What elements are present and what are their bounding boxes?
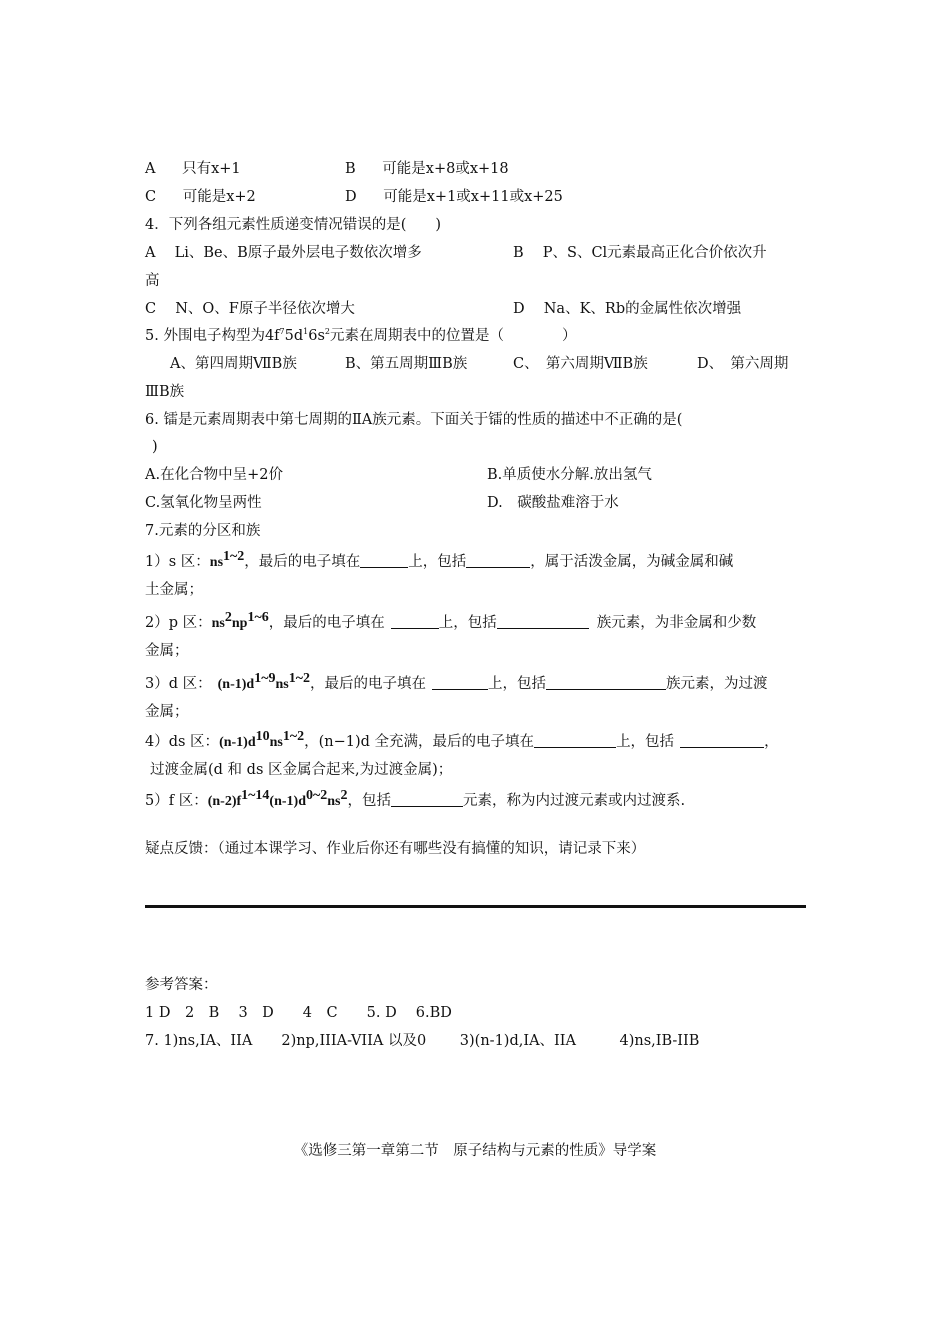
q7-ds-block: 4）ds 区：$(n-1)d^{10}ns^{1\sim 2}$，(n−1)d 全充满，最后的电子填在 上，包括 ， bbox=[145, 729, 779, 750]
q7-d-block: 3）d 区： $(n-1)d^{1\sim 9}ns^{1\sim 2}$，最后的电子填在 上，包括 族元素，为过渡 bbox=[145, 671, 768, 692]
q4-option-c: C N、O、F原子半径依次增大 bbox=[145, 301, 355, 317]
feedback-prompt: 疑点反馈：（通过本课学习、作业后你还有哪些没有搞懂的知识，请记录下来） bbox=[145, 841, 646, 857]
q5-option-d-cont: ⅢB族 bbox=[145, 384, 185, 400]
q6-option-a: A.在化合物中呈+2价 bbox=[145, 467, 283, 483]
p-block-blank-2[interactable] bbox=[497, 614, 589, 629]
q7-d-block-cont: 金属； bbox=[145, 704, 189, 720]
q7-s-block: 1）s 区：$ns^{1\sim 2}$，最后的电子填在 上，包括 ，属于活泼金属，为碱金属和碱 bbox=[145, 549, 734, 570]
q6-option-c: C.氢氧化物呈两性 bbox=[145, 495, 262, 511]
q4-stem: 4．下列各组元素性质递变情况错误的是( ) bbox=[145, 217, 442, 233]
ds-block-blank-2[interactable] bbox=[680, 733, 764, 748]
s-block-blank-2[interactable] bbox=[466, 553, 530, 568]
p-block-blank-1[interactable] bbox=[391, 614, 439, 629]
q7-ds-block-cont: 过渡金属(d 和 ds 区金属合起来,为过渡金属)； bbox=[150, 762, 453, 778]
q5-option-d: D、 第六周期 bbox=[697, 356, 789, 372]
q7-p-block-cont: 金属； bbox=[145, 643, 189, 659]
q5-stem: 5. 外围电子构型为$4f^75d^16s^2$元素在周期表中的位置是（ ） bbox=[145, 327, 577, 344]
d-block-blank-1[interactable] bbox=[432, 675, 488, 690]
ds-block-blank-1[interactable] bbox=[534, 733, 616, 748]
q6-option-d: D. 碳酸盐难溶于水 bbox=[487, 495, 619, 511]
q3-option-d: D 可能是x+1或x+11或x+25 bbox=[345, 189, 563, 205]
q7-p-block: 2）p 区：$ns^2np^{1\sim 6}$，最后的电子填在 上，包括 族元素，为非金属和少数 bbox=[145, 610, 757, 631]
q7-s-block-cont: 土金属； bbox=[145, 582, 203, 598]
q4-option-b: B P、S、Cl元素最高正化合价依次升 bbox=[513, 245, 767, 261]
q4-option-d: D Na、K、Rb的金属性依次增强 bbox=[513, 301, 742, 317]
d-block-blank-2[interactable] bbox=[546, 675, 666, 690]
q3-option-c: C 可能是x+2 bbox=[145, 189, 256, 205]
q3-option-b: B 可能是x+8或x+18 bbox=[345, 161, 509, 177]
q7-title: 7.元素的分区和族 bbox=[145, 523, 261, 539]
q4-option-a: A Li、Be、B原子最外层电子数依次增多 bbox=[145, 245, 422, 261]
answers-line-1: 1 D 2 B 3 D 4 C 5. D 6.BD bbox=[145, 1005, 452, 1021]
next-section-title: 《选修三第一章第二节 原子结构与元素的性质》导学案 bbox=[293, 1143, 657, 1159]
q7-f-block: 5）f 区：$(n-2)f^{1\sim 14}(n-1)d^{0\sim 2}ns^2$，包括 元素，称为内过渡元素或内过渡系. bbox=[145, 788, 686, 809]
q5-option-b: B、第五周期ⅢB族 bbox=[345, 356, 468, 372]
q5-option-a: A、第四周期ⅦB族 bbox=[170, 356, 297, 372]
q3-option-a: A 只有x+1 bbox=[145, 161, 241, 177]
q4-option-b-cont: 高 bbox=[145, 273, 160, 289]
answers-line-2: 7. 1)ns,IA、IIA 2)np,IIIA-VIIA 以及0 3)(n-1)d,IA、IIA 4)ns,IB-IIB bbox=[145, 1033, 700, 1049]
f-block-blank-1[interactable] bbox=[391, 792, 463, 807]
feedback-divider bbox=[145, 905, 806, 908]
q6-stem: 6. 镭是元素周期表中第七周期的ⅡA族元素。下面关于镭的性质的描述中不正确的是( bbox=[145, 412, 683, 428]
s-block-blank-1[interactable] bbox=[360, 553, 408, 568]
q5-option-c: C、 第六周期ⅦB族 bbox=[513, 356, 648, 372]
q6-stem-cont: ) bbox=[152, 439, 158, 455]
q6-option-b: B.单质使水分解.放出氢气 bbox=[487, 467, 652, 483]
answers-title: 参考答案： bbox=[145, 977, 218, 993]
